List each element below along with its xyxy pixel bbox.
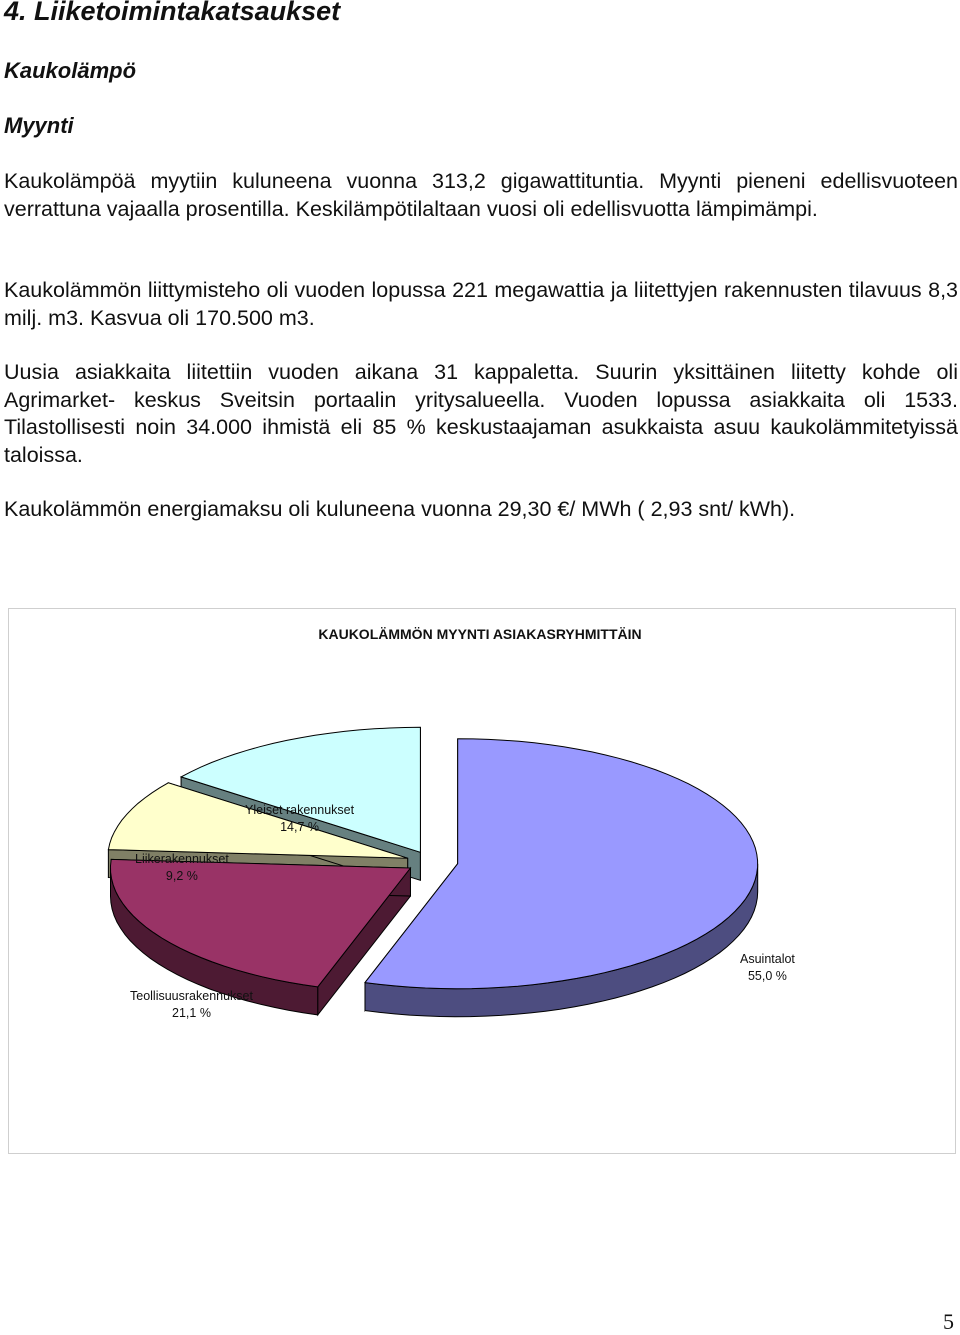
page-number: 5 (943, 1309, 954, 1334)
subsection-title: Kaukolämpö (4, 58, 137, 83)
chart-title: KAUKOLÄMMÖN MYYNTI ASIAKASRYHMITTÄIN (318, 626, 642, 642)
subsubsection-title: Myynti (4, 113, 74, 138)
section-title: 4. Liiketoimintakatsaukset (4, 0, 341, 26)
paragraph-sales: Kaukolämpöä myytiin kuluneena vuonna 313,2 gigawattituntia. Myynti pieneni edellisvuoteen verrattuna vajaalla prosentilla. Keskilämpötilaltaan vuosi oli edellisvuotta lämpimämpi. (4, 169, 958, 221)
paragraph-connection: Kaukolämmön liittymisteho oli vuoden lopussa 221 megawattia ja liitettyjen rakennusten tilavuus 8,3 milj. m3. Kasvua oli 170.500 m3. (4, 278, 958, 330)
pie-label-teollisuus-name: Teollisuusrakennukset (130, 989, 253, 1003)
pie-label-teollisuus-value: 21,1 % (172, 1006, 211, 1020)
pie-label-asuin-value: 55,0 % (747, 969, 787, 983)
pie-label-asuin-name: Asuintalot (740, 952, 795, 966)
pie-label-yleiset (245, 802, 354, 836)
pie-label-liike-name: Liikerakennukset (135, 852, 229, 866)
pie-label-teollisuus (130, 988, 253, 1022)
pie-label-asuin (740, 951, 795, 985)
paragraph-energy-fee: Kaukolämmön energiamaksu oli kuluneena vuonna 29,30 €/ MWh ( 2,93 snt/ kWh). (4, 497, 796, 521)
pie-label-liike (135, 851, 229, 885)
paragraph-customers: Uusia asiakkaita liitettiin vuoden aikana 31 kappaletta. Suurin yksittäinen liitetty kohde oli Agrimarket- keskus Sveitsin portaalin yritysalueella. Vuoden lopussa asiakkaita oli 1533. Tilastollisesti noin 34.000 ihmistä eli 85 % keskustaajaman asukkaista asuu kaukolämmitetyissä taloissa. (4, 360, 958, 467)
pie-label-yleiset-value: 14,7 % (280, 820, 319, 834)
pie-label-yleiset-name: Yleiset rakennukset (245, 803, 355, 817)
pie-label-liike-value: 9,2 % (165, 869, 198, 883)
